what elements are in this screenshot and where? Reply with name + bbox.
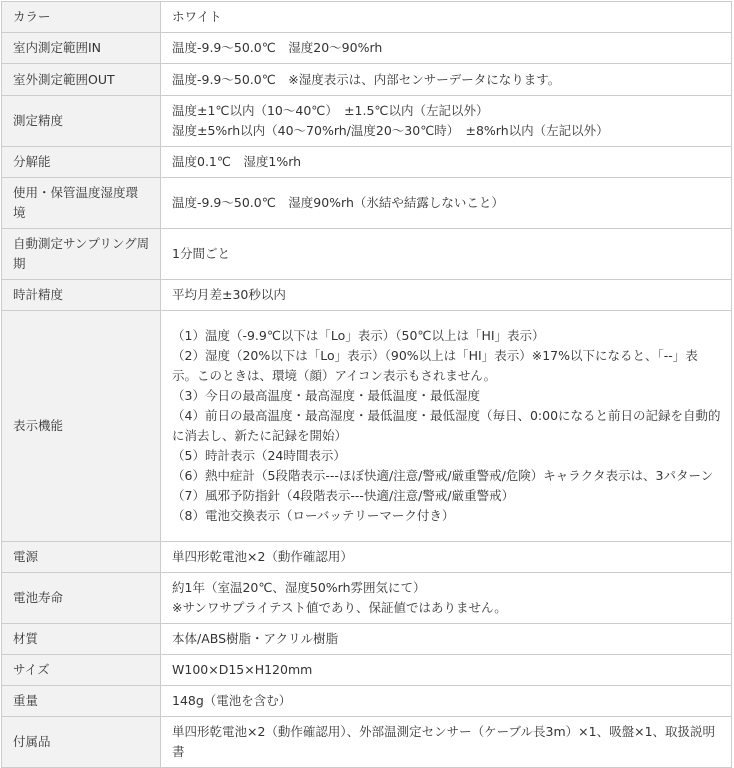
- row-value: [161, 229, 732, 280]
- row-value: [161, 280, 732, 311]
- value-line: 約1年（室温20℃、湿度50%rh雰囲気にて）: [172, 580, 426, 595]
- row-label: 室外測定範囲OUT: [2, 64, 161, 96]
- spec-row-resolution: [2, 147, 732, 178]
- row-label: 分解能: [2, 147, 161, 178]
- row-value: [161, 624, 732, 655]
- value-line: 単四形乾電池×2（動作確認用）、外部温測定センサー（ケーブル長3m）×1、吸盤×1、取扱説明書: [172, 724, 716, 759]
- spec-row-sampling: [2, 229, 732, 280]
- spec-row-indoor-range: [2, 33, 732, 64]
- row-label: 表示機能: [2, 311, 161, 542]
- value-line: （2）湿度（20%以下は「Lo」表示）（90%以上は「HI」表示）※17%以下になると、「--」表示。このときは、環境（顔）アイコン表示もされません。: [172, 348, 698, 383]
- value-line: 148g（電池を含む）: [172, 693, 292, 708]
- spec-row-environment: [2, 178, 732, 229]
- row-label: 使用・保管温度湿度環境: [2, 178, 161, 229]
- row-value: [161, 717, 732, 768]
- row-value: [161, 147, 732, 178]
- value-line: （8）電池交換表示（ローバッテリーマーク付き）: [172, 508, 455, 523]
- row-value: [161, 33, 732, 64]
- spec-row-size: [2, 655, 732, 686]
- row-label: カラー: [2, 2, 161, 33]
- spec-table: [1, 1, 732, 768]
- spec-row-display: [2, 311, 732, 542]
- row-value: [161, 96, 732, 147]
- value-line: 温度0.1℃ 湿度1%rh: [172, 154, 302, 169]
- row-value: [161, 542, 732, 573]
- value-line: 本体/ABS樹脂・アクリル樹脂: [172, 631, 339, 646]
- row-label: 電池寿命: [2, 573, 161, 624]
- spec-row-material: [2, 624, 732, 655]
- value-line: 湿度±5%rh以内（40～70%rh/温度20～30℃時） ±8%rh以内（左記以外）: [172, 123, 609, 138]
- value-line: W100×D15×H120mm: [172, 662, 313, 677]
- row-label: サイズ: [2, 655, 161, 686]
- row-value: [161, 2, 732, 33]
- value-line: （3）今日の最高温度・最高湿度・最低温度・最低湿度: [172, 388, 480, 403]
- value-line: （1）温度（-9.9℃以下は「Lo」表示）（50℃以上は「HI」表示）: [172, 328, 545, 343]
- spec-row-power: [2, 542, 732, 573]
- value-line: 1分間ごと: [172, 246, 230, 261]
- row-label: 重量: [2, 686, 161, 717]
- row-value: [161, 655, 732, 686]
- value-line: （4）前日の最高温度・最高湿度・最低温度・最低湿度（毎日、0:00になると前日の記録を自動的に消去し、新たに記録を開始）: [172, 408, 721, 443]
- spec-row-clock: [2, 280, 732, 311]
- spec-row-color: [2, 2, 732, 33]
- row-value: [161, 573, 732, 624]
- row-value: [161, 64, 732, 96]
- row-label: 材質: [2, 624, 161, 655]
- value-line: 温度-9.9～50.0℃ 湿度90%rh（氷結や結露しないこと）: [172, 195, 504, 210]
- value-line: 温度±1℃以内（10～40℃） ±1.5℃以内（左記以外）: [172, 103, 489, 118]
- row-value: [161, 686, 732, 717]
- row-label: 室内測定範囲IN: [2, 33, 161, 64]
- value-line: （6）熱中症計（5段階表示---ほぼ快適/注意/警戒/厳重警戒/危険）キャラクタ表示は、3パターン: [172, 468, 714, 483]
- value-line: 平均月差±30秒以内: [172, 287, 286, 302]
- value-line: 単四形乾電池×2（動作確認用）: [172, 549, 353, 564]
- row-value: [161, 311, 732, 542]
- row-value: [161, 178, 732, 229]
- row-label: 電源: [2, 542, 161, 573]
- value-line: 温度-9.9～50.0℃ ※湿度表示は、内部センサーデータになります。: [172, 71, 561, 87]
- value-line: ※サンワサプライテスト値であり、保証値ではありません。: [172, 600, 507, 615]
- spec-row-accuracy: [2, 96, 732, 147]
- spec-row-outdoor-range: [2, 64, 732, 96]
- row-label: 時計精度: [2, 280, 161, 311]
- spec-row-accessories: [2, 717, 732, 768]
- row-label: 付属品: [2, 717, 161, 768]
- value-line: ホワイト: [172, 9, 222, 24]
- value-line: （7）風邪予防指針（4段階表示---快適/注意/警戒/厳重警戒）: [172, 488, 515, 503]
- spec-row-weight: [2, 686, 732, 717]
- value-line: （5）時計表示（24時間表示）: [172, 448, 346, 463]
- row-label: 測定精度: [2, 96, 161, 147]
- value-line: 温度-9.9～50.0℃ 湿度20～90%rh: [172, 40, 383, 55]
- spec-row-battery-life: [2, 573, 732, 624]
- row-label: 自動測定サンプリング周期: [2, 229, 161, 280]
